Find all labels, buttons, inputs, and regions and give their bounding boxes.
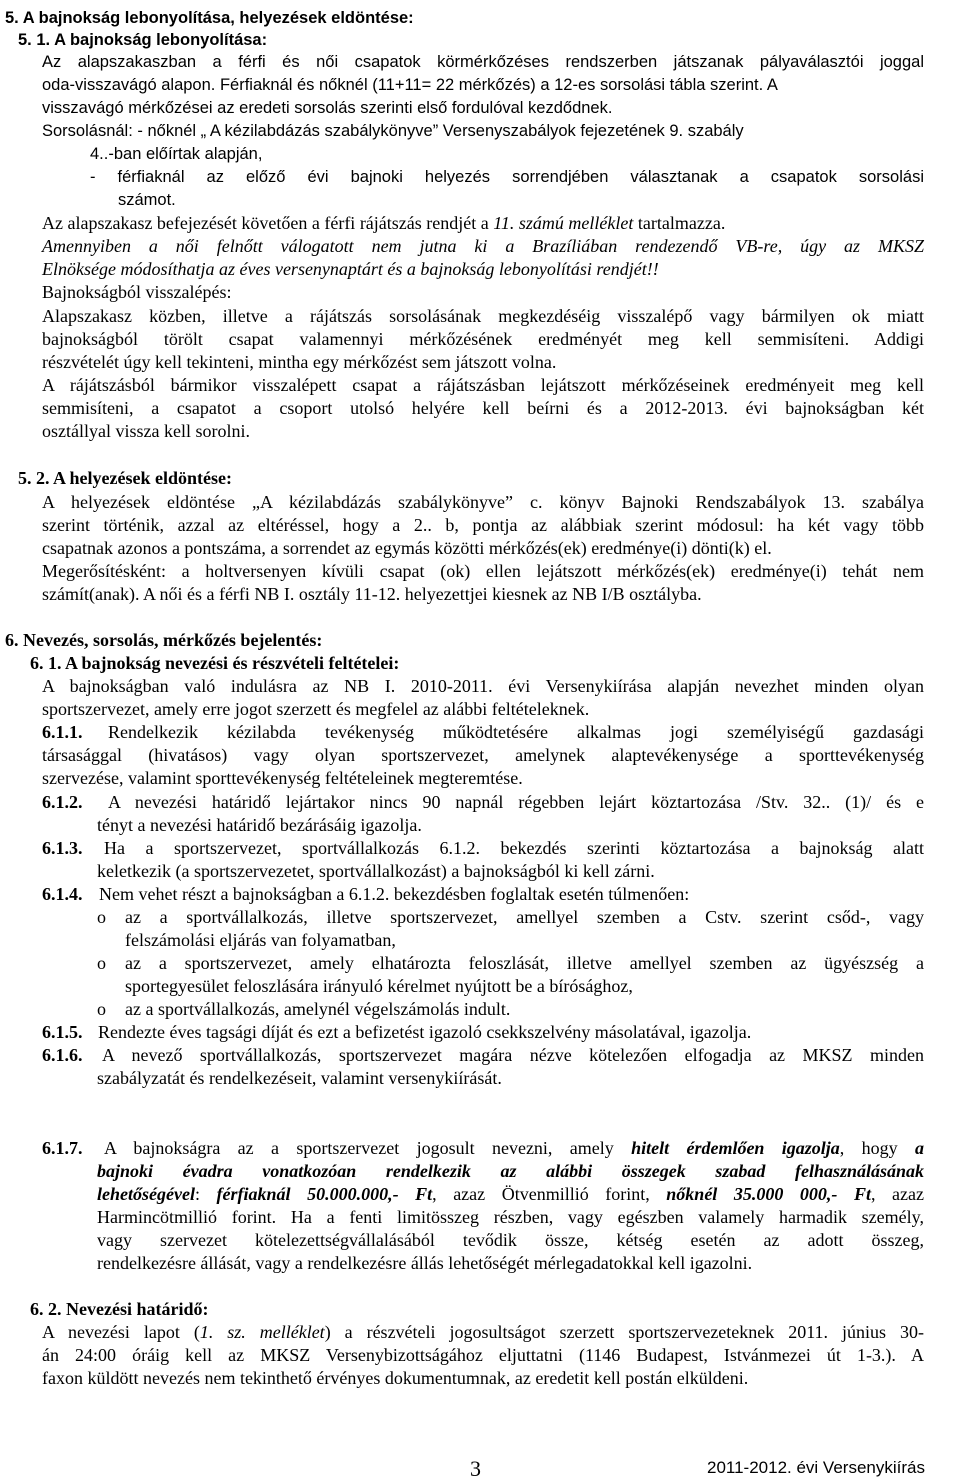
paragraph-line: vagy szervezet kötelezettségvállalásából tevődik össze, kétség esetén az adott összeg, xyxy=(97,1230,924,1250)
paragraph-line: számot. xyxy=(118,191,176,209)
paragraph-line: visszavágó mérkőzései az eredeti sorsolás szerinti első fordulóval kezdődnek. xyxy=(42,99,613,117)
paragraph-line: Amennyiben a női felnőtt válogatott nem jutna ki a Brazíliában rendezendő VB-re, úgy az MKSZ xyxy=(42,236,924,256)
paragraph-line xyxy=(104,1137,924,1159)
paragraph-line: szerint történik, azzal az eltéréssel, hogy a 2.. b, pontja az alábbiak szerint módosul: ha két vagy több xyxy=(42,515,924,535)
paragraph-line: részvételét úgy kell tekinteni, mintha egy mérkőzést sem játszott volna. xyxy=(42,352,557,372)
text-span: : xyxy=(194,1184,217,1204)
list-item: az a sportszervezet, amely elhatározta feloszlását, illetve amellyel szemben az ügyészség a xyxy=(125,953,924,973)
text-span: bajnokságból törölt csapat valamennyi mérkőzésének eredményét meg kell semmisíteni. xyxy=(42,329,850,349)
paragraph-line: társasággal (hivatásos) vagy olyan sportszervezet, amelynek alaptevékenysége a sporttevékenység xyxy=(42,745,924,765)
emphasis-text: férfiaknál 50.000.000,- Ft xyxy=(216,1184,433,1204)
paragraph-line: Rendelkezik kézilabda tevékenység működtetésére alkalmas jogi személyiségű gazdasági xyxy=(108,722,924,742)
section-6-1-heading: 6. 1. A bajnokság nevezési és részvételi feltételei: xyxy=(30,653,400,673)
text-span: A nevezési lapot ( xyxy=(42,1322,200,1342)
paragraph-line: faxon küldött nevezés nem tekinthető érvényes dokumentumnak, az eredetit kell postán elküldeni. xyxy=(42,1368,749,1388)
paragraph-line: rendelkezésre állását, vagy a rendelkezésre állás lehetőségét mérlegadatokkal kell igazolni. xyxy=(97,1253,753,1273)
footer-document-title: 2011-2012. évi Versenykiírás xyxy=(707,1458,925,1477)
annex-reference: 11. számú melléklet xyxy=(493,213,634,233)
paragraph-line xyxy=(42,328,924,350)
paragraph-line xyxy=(42,212,725,234)
item-number: 6.1.7. xyxy=(42,1138,83,1158)
section-6-2-heading: 6. 2. Nevezési határidő: xyxy=(30,1299,209,1319)
emphasis-text: a xyxy=(915,1138,924,1158)
item-number: 6.1.1. xyxy=(42,722,83,742)
paragraph-line: csapatnak azonos a pontszáma, a sorrendet az egymás közötti mérkőzés(ek) eredménye(i) dönti(k) el. xyxy=(42,538,772,558)
section-6-heading: 6. Nevezés, sorsolás, mérkőzés bejelentés: xyxy=(5,630,323,650)
paragraph-line: A nevezési határidő lejártakor nincs 90 napnál régebben lejárt köztartozása /Stv. 32.. (1)/ és e xyxy=(108,792,924,812)
section-5-2-heading: 5. 2. A helyezések eldöntése: xyxy=(18,468,232,488)
paragraph-line: Megerősítésként: a holtversenyen kívüli csapat (ok) ellen lejátszott mérkőzés(ek) eredménye(i) tehát nem xyxy=(42,561,924,581)
text-span: , hogy xyxy=(839,1138,915,1158)
paragraph-line: bajnoki évadra vonatkozóan rendelkezik az alábbi összegek szabad felhasználásának xyxy=(97,1161,924,1181)
item-number: 6.1.5. xyxy=(42,1022,83,1042)
section-5-heading xyxy=(5,7,414,29)
paragraph-line: Az alapszakaszban a férfi és női csapatok körmérkőzéses rendszerben játszanak pályaválasztói joggal xyxy=(42,53,924,71)
text-span: Az alapszakasz befejezését követően a férfi rájátszás rendjét a xyxy=(42,213,494,233)
paragraph-line: szervezése, valamint sporttevékenység feltételeinek megteremtése. xyxy=(42,768,523,788)
section-5-1-heading: 5. 1. A bajnokság lebonyolítása: xyxy=(18,31,268,49)
paragraph-line xyxy=(42,1321,924,1343)
paragraph-line: tényt a nevezési határidő bezárásáig igazolja. xyxy=(97,815,422,835)
list-item: sportegyesület feloszlására irányuló kérelmet nyújtott be a bírósághoz, xyxy=(125,976,633,996)
emphasis-text: nőknél 35.000 000,- Ft xyxy=(666,1184,871,1204)
paragraph-line: Nem vehet részt a bajnokságban a 6.1.2. bekezdésben foglaltak esetén túlmenően: xyxy=(99,884,690,904)
text-span: , azaz xyxy=(870,1184,924,1204)
bullet-icon: o xyxy=(97,953,106,973)
paragraph-line: A helyezések eldöntése „A kézilabdázás szabálykönyve” c. könyv Bajnoki Rendszabályok 13. szabálya xyxy=(42,492,924,512)
item-number: 6.1.4. xyxy=(42,884,83,904)
paragraph-line: Sorsolásnál: - nőknél „ A kézilabdázás szabálykönyve” Versenyszabályok fejezetének 9. szabály xyxy=(42,122,744,140)
paragraph-line: keletkezik (a sportszervezetet, sportvállalkozást) a bajnokságból ki kell zárni. xyxy=(97,861,655,881)
paragraph-line: sportszervezet, amely erre jogot szerzett és megfelel az alábbi feltételeknek. xyxy=(42,699,590,719)
text-span: oda-visszavágó alapon. xyxy=(42,76,216,94)
paragraph-line: Alapszakasz közben, illetve a rájátszás sorsolásának megkezdéséig visszalépő vagy bármilyen ok miatt xyxy=(42,306,924,326)
paragraph-line: szabályzatát és rendelkezéseit, valamint versenykiírását. xyxy=(97,1068,502,1088)
paragraph-line: 4..-ban előírtak alapján, xyxy=(90,145,263,163)
paragraph-line xyxy=(42,74,778,96)
paragraph-line: Elnöksége módosíthatja az éves versenynaptárt és a bajnokság lebonyolítási rendjét!! xyxy=(42,259,659,279)
item-number: 6.1.6. xyxy=(42,1045,83,1065)
text-span: A bajnokságra az a sportszervezet jogosult nevezni, amely xyxy=(104,1138,632,1158)
paragraph-line: számít(anak). A női és a férfi NB I. osztály 11-12. helyezettjei kiesnek az NB I/B osztályba. xyxy=(42,584,702,604)
paragraph-line: Harmincötmillió forint. Ha a fenti limitösszeg részben, vagy egészben valamely harmadik személy, xyxy=(97,1207,924,1227)
paragraph-line: - férfiaknál az előző évi bajnoki helyezés sorrendjében választanak a csapatok sorsolási xyxy=(90,168,924,186)
paragraph-line: A bajnokságban való indulásra az NB I. 2010-2011. évi Versenykiírása alapján nevezhet minden olyan xyxy=(42,676,924,696)
list-item: az a sportvállalkozás, illetve sportszervezet, amellyel szemben a Cstv. szerint csőd-, vagy xyxy=(125,907,924,927)
paragraph-line: A rájátszásból bármikor visszalépett csapat a rájátszásban lejátszott mérkőzéseinek eredményeit meg kell xyxy=(42,375,924,395)
bullet-icon: o xyxy=(97,907,106,927)
paragraph-line: án 24:00 óráig kell az MKSZ Versenybizottságához eljuttatni (1146 Budapest, Istvánmezei út 1-3.). A xyxy=(42,1345,924,1365)
annex-reference: 1. sz. melléklet xyxy=(199,1322,325,1342)
item-number: 6.1.3. xyxy=(42,838,83,858)
paragraph-line xyxy=(97,1183,924,1205)
text-span: ) a részvételi jogosultságot szerzett sportszervezeteknek 2011. június 30- xyxy=(324,1322,924,1342)
paragraph-line: Rendezte éves tagsági díját és ezt a befizetést igazoló csekkszelvény másolatával, igazolja. xyxy=(98,1022,752,1042)
text-span: Addigi xyxy=(873,329,924,349)
list-item: az a sportvállalkozás, amelynél végelszámolás indult. xyxy=(125,999,511,1019)
text-span: , azaz Ötvenmillió forint, xyxy=(432,1184,667,1204)
page-number: 3 xyxy=(470,1456,481,1481)
bullet-icon: o xyxy=(97,999,106,1019)
emphasis-text: hitelt érdemlően igazolja xyxy=(631,1138,840,1158)
emphasis-text: lehetőségével xyxy=(97,1184,195,1204)
paragraph-line: Ha a sportszervezet, sportvállalkozás 6.1.2. bekezdés szerinti köztartozása a bajnokság alatt xyxy=(104,838,924,858)
item-number: 6.1.2. xyxy=(42,792,83,812)
paragraph-line: osztállyal vissza kell sorolni. xyxy=(42,421,250,441)
paragraph-line: semmisíteni, a csapatot a csoport utolsó helyére kell beírni és a 2012-2013. évi bajnokságban két xyxy=(42,398,924,418)
section-5-heading-text: 5. A bajnokság lebonyolítása, helyezések eldöntése: xyxy=(5,9,414,27)
text-span: Férfiaknál és nőknél (11+11= 22 mérkőzés) a 12-es sorsolási tábla szerint. A xyxy=(219,76,778,94)
list-item: felszámolási eljárás van folyamatban, xyxy=(125,930,396,950)
paragraph-line: A nevező sportvállalkozás, sportszervezet magára nézve kötelezően elfogadja az MKSZ minden xyxy=(102,1045,924,1065)
subheading-withdrawal: Bajnokságból visszalépés: xyxy=(42,282,232,302)
text-span: tartalmazza. xyxy=(633,213,726,233)
